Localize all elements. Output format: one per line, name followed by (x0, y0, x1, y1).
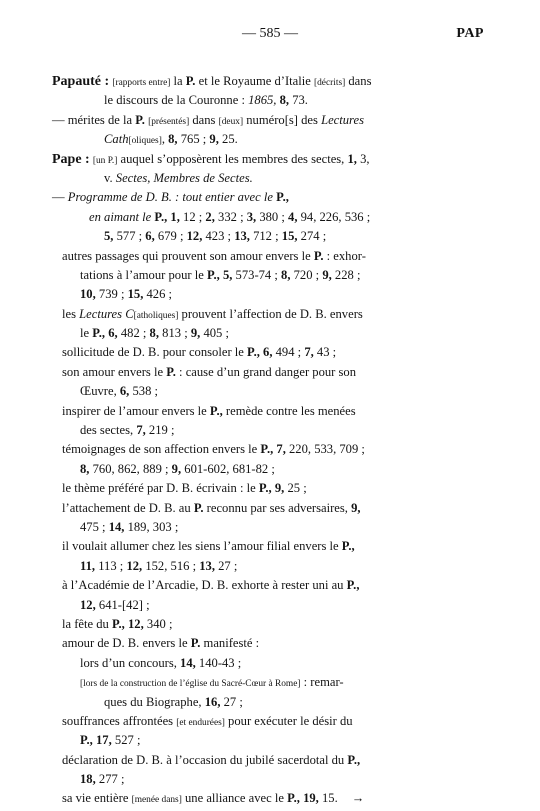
index-text-run: 274 ; (297, 229, 327, 244)
index-text-run: 9, (171, 461, 182, 476)
index-text-run: 4, (288, 209, 298, 224)
index-text-run: [un P.] (92, 155, 118, 166)
index-text-run: [et endurées] (176, 717, 225, 728)
index-line (52, 111, 472, 130)
index-text-run: l’attachement de D. B. au (62, 500, 194, 515)
index-text-run: P. (313, 248, 324, 263)
index-text-run: sa vie entière (62, 791, 132, 806)
index-text-run: Lectures (321, 112, 364, 127)
index-text-run: prouvent l’affection de D. B. envers (178, 306, 363, 321)
index-line (52, 72, 472, 91)
index-text-run: 19, (303, 791, 319, 806)
index-text-run: 765 ; (177, 132, 210, 147)
index-line (52, 247, 472, 266)
index-line (52, 188, 472, 207)
index-text-run: 9, (190, 326, 201, 341)
index-text-run: 577 ; (113, 229, 146, 244)
index-text-run: 7, (304, 345, 314, 360)
index-text-run: reconnu par ses adversaires, (203, 500, 352, 515)
index-text-run: 5, (104, 229, 114, 244)
index-line (52, 305, 472, 324)
index-text-run: 7, (276, 442, 286, 457)
index-text-run: [décrits] (314, 78, 346, 88)
index-text-run: dans (189, 112, 219, 127)
index-text-run: 813 ; (159, 326, 191, 341)
index-text-run: 14, (108, 519, 125, 534)
index-text-run: 340 ; (143, 616, 173, 631)
index-text-run: 573-74 ; (232, 267, 282, 282)
index-text-run: P., (209, 403, 223, 418)
index-text-run: 380 ; (256, 209, 289, 224)
index-text-run: Papauté : (52, 74, 110, 89)
index-text-run: 7, (136, 423, 146, 438)
index-text-run: 16, (204, 694, 221, 709)
index-text-run: 12, (128, 616, 144, 631)
index-text-run: : cause d’un grand danger pour son (175, 364, 357, 379)
index-text-run: 527 ; (111, 733, 141, 748)
index-text-run: 25. (218, 132, 238, 147)
index-line (52, 169, 472, 188)
index-text-run: 277 ; (95, 772, 125, 787)
index-text-run: témoignages de son affection envers le (62, 442, 261, 457)
index-text-run: 11, (80, 558, 96, 573)
index-text-run: 228 ; (331, 267, 361, 282)
index-text-run: 152, 516 ; (142, 558, 200, 573)
index-text-run: 220, 533, 709 ; (285, 442, 365, 457)
index-line (52, 751, 472, 770)
index-line (52, 440, 472, 459)
index-text-run: P. (185, 74, 196, 88)
index-line (52, 712, 472, 731)
index-line (52, 382, 472, 401)
index-line (52, 654, 472, 673)
index-text-run: à l’Académie de l’Arcadie, D. B. exhorte à rester uni au (62, 578, 347, 593)
index-text-run: 27 ; (220, 694, 243, 709)
index-line (52, 150, 472, 169)
index-text-run: 1865, (248, 93, 277, 108)
index-text-run: 6, (263, 345, 273, 360)
index-text-run: le thème préféré par D. B. écrivain : le (62, 481, 259, 496)
index-line (52, 324, 472, 343)
index-text-run: P. (166, 364, 176, 379)
index-text-run: 140-43 ; (195, 655, 242, 670)
index-text-run: 15, (281, 229, 298, 244)
index-text-run: tations à l’amour pour le (80, 267, 207, 282)
index-text-run: 641-[42] ; (95, 597, 150, 612)
index-text-run: P., (346, 578, 360, 593)
index-text-run: P., (206, 267, 220, 282)
index-text-run: [deux] (218, 116, 244, 127)
index-text-run: [atholiques] (133, 310, 179, 321)
index-line (52, 227, 472, 246)
index-text-run: la (170, 74, 186, 88)
index-line (52, 402, 472, 421)
index-text-run: — (52, 190, 68, 205)
index-text-run: inspirer de l’amour envers le (62, 403, 210, 418)
index-line (52, 266, 472, 285)
index-text-run: en aimant le (89, 209, 152, 224)
index-text-run: P. (193, 500, 204, 515)
index-text-run: 405 ; (200, 326, 229, 341)
index-line (52, 693, 472, 712)
index-text-run: 3, (246, 209, 257, 224)
index-text-run: 720 ; (290, 267, 323, 282)
index-text-run: 9, (351, 500, 361, 515)
index-text-run: 43 ; (313, 345, 337, 360)
index-text-run: 15, (127, 287, 144, 302)
index-text-run: P., (258, 481, 272, 496)
index-line (52, 479, 472, 498)
index-text-run: 6, (108, 326, 118, 341)
index-line (52, 537, 472, 556)
running-head: PAP (456, 26, 484, 41)
index-text-run: 12, (126, 558, 143, 573)
index-line (52, 576, 472, 595)
index-text-run: les (62, 306, 80, 321)
index-text-run: P., (112, 616, 125, 631)
index-entries (52, 72, 472, 809)
index-text-run: manifesté : (200, 636, 260, 651)
index-text-run: 219 ; (145, 423, 175, 438)
index-text-run: P. (135, 112, 145, 127)
index-text-run: il voulait allumer chez les siens l’amour filial envers le (62, 539, 342, 554)
index-text-run: 12 ; (179, 209, 206, 224)
index-text-run: v. (104, 170, 116, 185)
index-text-run: 494 ; (272, 345, 305, 360)
index-text-run: 12, (80, 597, 96, 612)
index-text-run: 8, (80, 461, 90, 476)
index-text-run: 9, (322, 267, 332, 282)
index-line (52, 363, 472, 382)
index-line (52, 460, 472, 479)
index-text-run: 15. (318, 791, 338, 806)
index-text-run: amour de D. B. envers le (62, 636, 191, 651)
index-text-run: [rapports entre] (112, 78, 171, 88)
index-text-run: 712 ; (249, 229, 282, 244)
index-text-run: 25 ; (284, 481, 307, 496)
index-text-run: 6, (119, 384, 130, 399)
index-text-run: 426 ; (143, 287, 173, 302)
continue-arrow-icon: → (351, 791, 365, 806)
index-text-run: 17, (96, 733, 112, 748)
index-line (52, 596, 472, 615)
index-text-run: 1, (347, 151, 357, 166)
index-text-run: P., (276, 190, 289, 205)
index-line (52, 731, 472, 750)
index-line (52, 789, 472, 808)
index-text-run: ques du Biographe, (104, 694, 205, 709)
index-text-run: 9, (274, 481, 285, 496)
index-text-run: 5, (222, 267, 233, 282)
index-text-run: P., (347, 752, 361, 767)
index-text-run: son amour envers le (62, 364, 167, 379)
index-text-run: P., (260, 442, 274, 457)
index-text-run: 538 ; (129, 384, 159, 399)
index-text-run: P. (190, 636, 201, 651)
index-text-run: numéro[s] des (243, 112, 322, 127)
index-line (52, 343, 472, 362)
index-text-run: [menée dans] (131, 795, 182, 806)
index-text-run: P., (287, 791, 300, 806)
index-text-run: 14, (180, 655, 196, 670)
index-line (52, 557, 472, 576)
index-line (52, 518, 472, 537)
index-text-run: déclaration de D. B. à l’occasion du jubilé sacerdotal du (62, 752, 348, 767)
index-text-run: le (80, 326, 93, 341)
index-text-run: 1, (170, 209, 180, 224)
index-text-run: 13, (234, 229, 250, 244)
index-text-run: P., (247, 345, 260, 360)
index-text-run: autres passages qui prouvent son amour envers le (62, 248, 314, 263)
index-text-run: 113 ; (95, 558, 127, 573)
index-text-run: des sectes, (80, 423, 137, 438)
index-text-run: 13, (199, 558, 215, 573)
index-line (52, 770, 472, 789)
index-text-run: P., (80, 733, 93, 748)
index-text-run: auquel s’opposèrent les membres des sectes, (117, 151, 348, 166)
index-line (52, 208, 472, 227)
index-text-run: 8, (279, 93, 290, 108)
index-text-run: pour exécuter le désir du (224, 713, 353, 728)
index-text-run: souffrances affrontées (62, 713, 177, 728)
index-line (52, 499, 472, 518)
index-line (52, 615, 472, 634)
index-text-run: Programme de D. B. : tout entier avec le (67, 190, 273, 205)
index-text-run: 760, 862, 889 ; (89, 461, 172, 476)
index-text-run: 2, (205, 209, 215, 224)
index-text-run: 8, (149, 326, 159, 341)
page-number: — 585 — (242, 26, 298, 41)
index-text-run: et le Royaume d’Italie (195, 74, 314, 88)
index-line (52, 91, 472, 110)
index-text-run: 8, (168, 132, 178, 147)
index-text-run: Œuvre, (80, 384, 120, 399)
index-text-run: [présentés] (148, 116, 190, 127)
index-text-run: Lectures C (79, 306, 134, 321)
index-text-run: , (161, 132, 169, 147)
index-text-run: Pape : (52, 151, 90, 167)
index-text-run: 332 ; (214, 209, 247, 224)
index-text-run: 189, 303 ; (124, 519, 179, 534)
index-text-run: — mérites de la (52, 112, 136, 127)
index-text-run: 475 ; (80, 519, 109, 534)
index-text-run: une alliance avec le (181, 791, 288, 806)
index-text-run: 18, (80, 772, 96, 787)
index-text-run: P., (341, 539, 355, 554)
index-text-run: le discours de la Couronne : (104, 93, 249, 108)
index-text-run: 739 ; (95, 287, 128, 302)
index-text-run: dans (345, 74, 372, 88)
index-text-run: 3, (356, 151, 370, 166)
index-text-run: [oliques] (128, 136, 162, 147)
index-text-run: la fête du (62, 616, 112, 631)
index-text-run: lors d’un concours, (80, 655, 181, 670)
index-text-run: 679 ; (154, 229, 187, 244)
index-line (52, 285, 472, 304)
index-text-run: 6, (145, 229, 155, 244)
index-text-run: 12, (186, 229, 203, 244)
index-text-run: Sectes, Membres de Sectes. (115, 170, 253, 185)
index-line (52, 634, 472, 653)
index-text-run: P., (154, 209, 168, 224)
index-line (52, 673, 472, 692)
index-line (52, 130, 472, 149)
index-text-run: 10, (80, 287, 96, 302)
index-line (52, 421, 472, 440)
index-text-run: : remar- (300, 675, 344, 690)
index-text-run: P., (92, 326, 106, 341)
page-header (0, 26, 540, 46)
index-text-run: 27 ; (214, 558, 238, 573)
index-text-run: sollicitude de D. B. pour consoler le (62, 345, 248, 360)
index-text-run: : exhor- (323, 248, 366, 263)
index-text-run: 423 ; (202, 229, 235, 244)
index-text-run: [lors de la construction de l’église du Sacré-Cœur à Rome] (80, 679, 301, 690)
index-text-run: Cath (104, 132, 129, 147)
index-text-run: 94, 226, 536 ; (297, 209, 371, 224)
index-text-run: 482 ; (117, 326, 150, 341)
index-text-run: 73. (289, 93, 308, 108)
index-text-run: remède contre les menées (222, 403, 356, 418)
index-text-run: 601-602, 681-82 ; (181, 461, 275, 476)
index-text-run: 9, (209, 132, 219, 147)
index-text-run: 8, (281, 267, 291, 282)
